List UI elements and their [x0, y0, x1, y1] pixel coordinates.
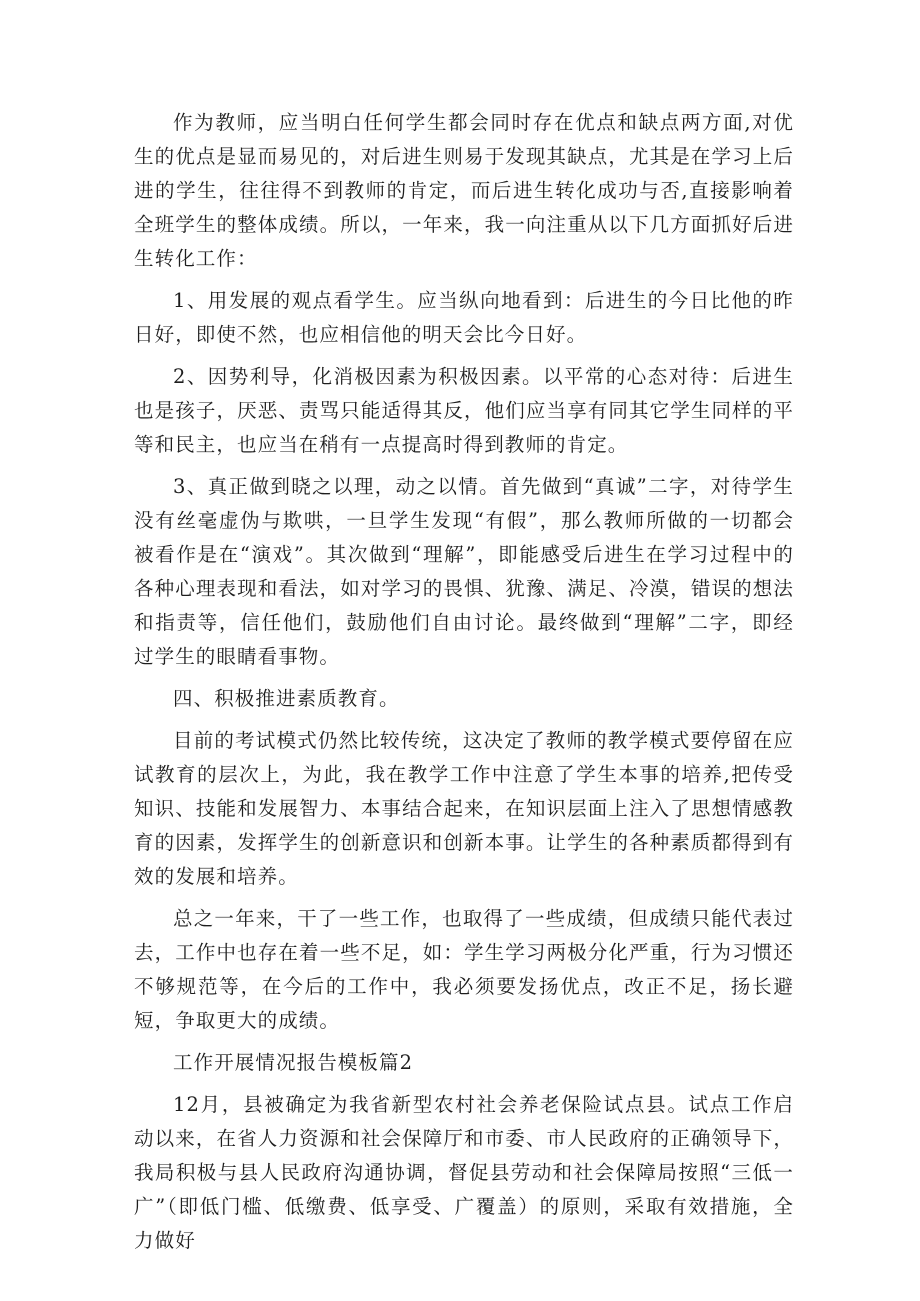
document-body [134, 106, 794, 1266]
paragraph-summary: 总之一年来，干了一些工作，也取得了一些成绩，但成绩只能代表过去，工作中也存在着一些不足，如：学生学习两极分化严重，行为习惯还不够规范等，在今后的工作中，我必须要发扬优点，改正不足，扬长避短，争取更大的成绩。 [134, 907, 794, 1032]
paragraph-point-2: 2、因势利导，化消极因素为积极因素。以平常的心态对待：后进生也是孩子，厌恶、责骂只能适得其反，他们应当享有同其它学生同样的平等和民主，也应当在稍有一点提高时得到教师的肯定。 [134, 365, 794, 456]
section-heading-4: 四、积极推进素质教育。 [173, 687, 400, 710]
paragraph-part-2-intro: 12月，县被确定为我省新型农村社会养老保险试点县。试点工作启动以来，在省人力资源和社会保障厅和市委、市人民政府的正确领导下，我局积极与县人民政府沟通协调，督促县劳动和社会保障局按照“三低一广”（即低门槛、低缴费、低享受、广覆盖）的原则，采取有效措施，全力做好 [134, 1093, 794, 1252]
paragraph-quality-education: 目前的考试模式仍然比较传统，这决定了教师的教学模式要停留在应试教育的层次上，为此，我在教学工作中注意了学生本事的培养,把传受知识、技能和发展智力、本事结合起来，在知识层面上注入了思想情感教育的因素，发挥学生的创新意识和创新本事。让学生的各种素质都得到有效的发展和培养。 [134, 729, 794, 888]
paragraph-point-3: 3、真正做到晓之以理，动之以情。首先做到“真诚”二字，对待学生没有丝毫虚伪与欺哄，一旦学生发现“有假”，那么教师所做的一切都会被看作是在“演戏”。其次做到“理解”，即能感受后进生在学习过程中的各种心理表现和看法，如对学习的畏惧、犹豫、满足、冷漠，错误的想法和指责等，信任他们，鼓励他们自由讨论。最终做到“理解”二字，即经过学生的眼睛看事物。 [134, 475, 794, 668]
section-title-part-2: 工作开展情况报告模板篇2 [173, 1051, 414, 1074]
paragraph-point-1: 1、用发展的观点看学生。应当纵向地看到：后进生的今日比他的昨日好，即使不然，也应相信他的明天会比今日好。 [134, 289, 794, 346]
paragraph-intro: 作为教师，应当明白任何学生都会同时存在优点和缺点两方面,对优生的优点是显而易见的，对后进生则易于发现其缺点，尤其是在学习上后进的学生，往往得不到教师的肯定，而后进生转化成功与否,直接影响着全班学生的整体成绩。所以，一年来，我一向注重从以下几方面抓好后进生转化工作： [134, 111, 794, 270]
